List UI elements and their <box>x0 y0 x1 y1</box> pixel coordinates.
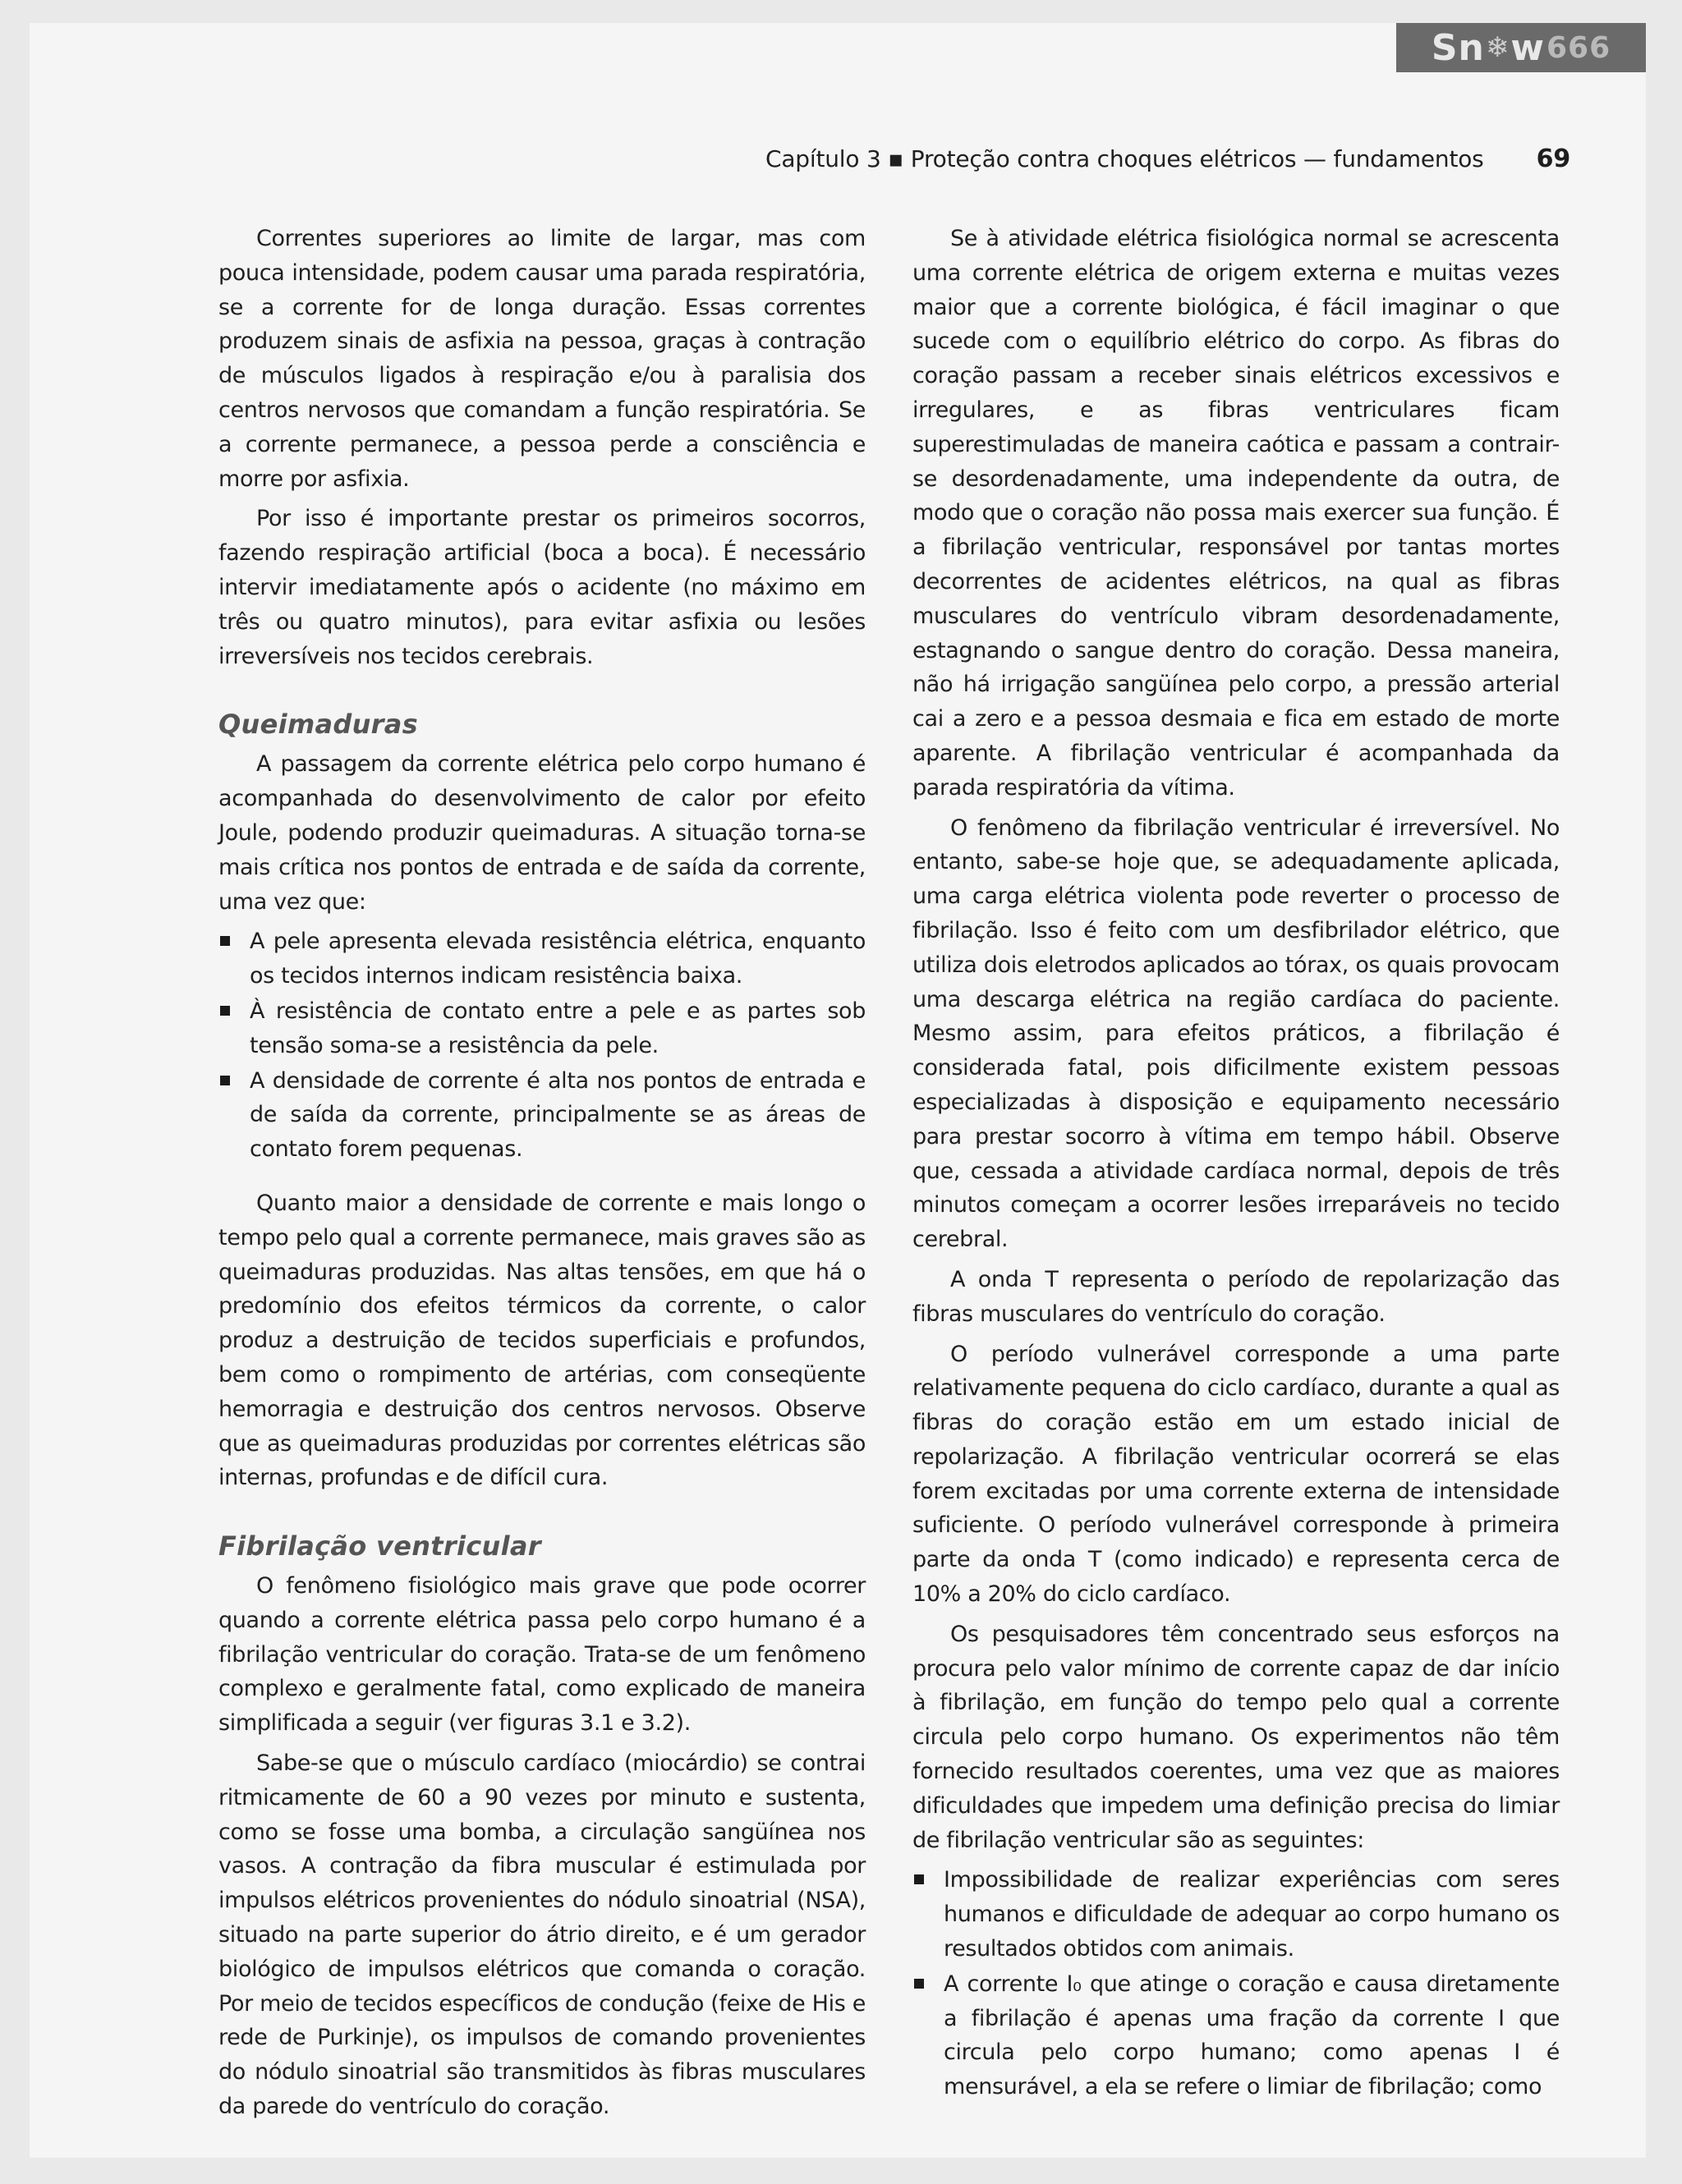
watermark-logo <box>1396 23 1646 72</box>
bullet-list <box>218 925 866 1167</box>
paragraph: Se à atividade elétrica fisiológica normal se acrescenta uma corrente elétrica de origem externa e muitas vezes maior que a corrente biológica, é fácil imaginar o que sucede com o equilíbrio elétrico do corpo. As fibras do coração passam a receber sinais elétricos excessivos e irregulares, e as fibras ventriculares ficam superestimuladas de maneira caótica e passam a contrair-se desordenadamente, uma independente da outra, de modo que o coração não possa mais exercer sua função. É a fibrilação ventricular, responsável por tantas mortes decorrentes de acidentes elétricos, na qual as fibras musculares do ventrículo vibram desordenadamente, estagnando o sangue dentro do coração. Dessa maneira, não há irrigação sangüínea pelo corpo, a pressão arterial cai a zero e a pessoa desmaia e fica em estado de morte aparente. A fibrilação ventricular é acompanhada da parada respiratória da vítima. <box>912 226 1560 801</box>
paragraph: O período vulnerável corresponde a uma parte relativamente pequena do ciclo cardíaco, durante a qual as fibras do coração estão em um estado inicial de repolarização. A fibrilação ventricular ocorrerá se elas forem excitadas por uma corrente externa de intensidade suficiente. O período vulnerável corresponde à primeira parte da onda T (como indicado) e representa cerca de 10% a 20% do ciclo cardíaco. <box>912 1341 1560 1608</box>
watermark-text-1: Sn <box>1431 26 1485 69</box>
list-item: A pele apresenta elevada resistência elétrica, enquanto os tecidos internos indicam resistência baixa. <box>218 925 866 993</box>
list-item: Impossibilidade de realizar experiências com seres humanos e dificuldade de adequar ao corpo humano os resultados obtidos com animais. <box>912 1863 1560 1966</box>
paragraph: O fenômeno fisiológico mais grave que pode ocorrer quando a corrente elétrica passa pelo corpo humano é a fibrilação ventricular do coração. Trata-se de um fenômeno complexo e geralmente fatal, como explicado de maneira simplificada a seguir (ver figuras 3.1 e 3.2). <box>218 1573 866 1737</box>
paragraph: A onda T representa o período de repolarização das fibras musculares do ventrículo do coração. <box>912 1266 1560 1327</box>
paragraph: O fenômeno da fibrilação ventricular é irreversível. No entanto, sabe-se hoje que, se adequadamente aplicada, uma carga elétrica violenta pode reverter o processo de fibrilação. Isso é feito com um desfibrilador elétrico, que utiliza dois eletrodos aplicados ao tórax, os quais provocam uma descarga elétrica na região cardíaca do paciente. Mesmo assim, para efeitos práticos, a fibrilação é considerada fatal, pois dificilmente existem pessoas especializadas à disposição e equipamento necessário para prestar socorro à vítima em tempo hábil. Observe que, cessada a atividade cardíaca normal, depois de três minutos começam a ocorrer lesões irreparáveis no tecido cerebral. <box>912 814 1560 1253</box>
page-number: 69 <box>1536 145 1570 173</box>
right-column <box>912 222 1560 2124</box>
book-page <box>30 23 1646 2158</box>
watermark-digits: 666 <box>1546 30 1611 65</box>
list-item: A densidade de corrente é alta nos pontos de entrada e de saída da corrente, principalmente se as áreas de contato forem pequenas. <box>218 1064 866 1167</box>
snowflake-icon: ❄ <box>1485 31 1510 64</box>
running-header <box>765 145 1570 173</box>
watermark-text-2: w <box>1510 26 1545 69</box>
list-item: A corrente I₀ que atinge o coração e causa diretamente a fibrilação é apenas uma fração da corrente I que circula pelo corpo humano; como apenas I é mensurável, a ela se refere o limiar de fibrilação; como <box>912 1967 1560 2104</box>
paragraph: Correntes superiores ao limite de largar, mas com pouca intensidade, podem causar uma parada respiratória, se a corrente for de longa duração. Essas correntes produzem sinais de asfixia na pessoa, graças à contração de músculos ligados à respiração e/ou à paralisia dos centros nervosos que comandam a função respiratória. Se a corrente permanece, a pessoa perde a consciência e morre por asfixia. <box>218 226 866 492</box>
section-heading-burns: Queimaduras <box>218 709 419 741</box>
paragraph: Por isso é importante prestar os primeiros socorros, fazendo respiração artificial (boca a boca). É necessário intervir imediatamente após o acidente (no máximo em três ou quatro minutos), para evitar asfixia ou lesões irreversíveis nos tecidos cerebrais. <box>218 506 866 669</box>
paragraph: Os pesquisadores têm concentrado seus esforços na procura pelo valor mínimo de corrente capaz de dar início à fibrilação, em função do tempo pelo qual a corrente circula pelo corpo humano. Os experimentos não têm fornecido resultados coerentes, uma vez que as maiores dificuldades que impedem uma definição precisa do limiar de fibrilação ventricular são as seguintes: <box>912 1621 1560 1853</box>
paragraph: Quanto maior a densidade de corrente e mais longo o tempo pelo qual a corrente permanece, mais graves são as queimaduras produzidas. Nas altas tensões, em que há o predomínio dos efeitos térmicos da corrente, o calor produz a destruição de tecidos superficiais e profundos, bem como o rompimento de artérias, com conseqüente hemorragia e destruição dos centros nervosos. Observe que as queimaduras produzidas por correntes elétricas são internas, profundas e de difícil cura. <box>218 1190 866 1491</box>
left-column <box>218 222 866 2130</box>
section-heading-fibrillation: Fibrilação ventricular <box>218 1530 541 1562</box>
chapter-title: Capítulo 3 ▪ Proteção contra choques elétricos — fundamentos <box>765 145 1484 172</box>
list-item: À resistência de contato entre a pele e as partes sob tensão soma-se a resistência da pele. <box>218 994 866 1063</box>
paragraph: Sabe-se que o músculo cardíaco (miocárdio) se contrai ritmicamente de 60 a 90 vezes por minuto e sustenta, como se fosse uma bomba, a circulação sangüínea nos vasos. A contração da fibra muscular é estimulada por impulsos elétricos provenientes do nódulo sinoatrial (NSA), situado na parte superior do átrio direito, e é um gerador biológico de impulsos elétricos que comanda o coração. Por meio de tecidos específicos de condução (feixe de His e rede de Purkinje), os impulsos de comando provenientes do nódulo sinoatrial são transmitidos às fibras musculares da parede do ventrículo do coração. <box>218 1750 866 2120</box>
bullet-list <box>912 1863 1560 2104</box>
paragraph: A passagem da corrente elétrica pelo corpo humano é acompanhada do desenvolvimento de calor por efeito Joule, podendo produzir queimaduras. A situação torna-se mais crítica nos pontos de entrada e de saída da corrente, uma vez que: <box>218 751 866 915</box>
